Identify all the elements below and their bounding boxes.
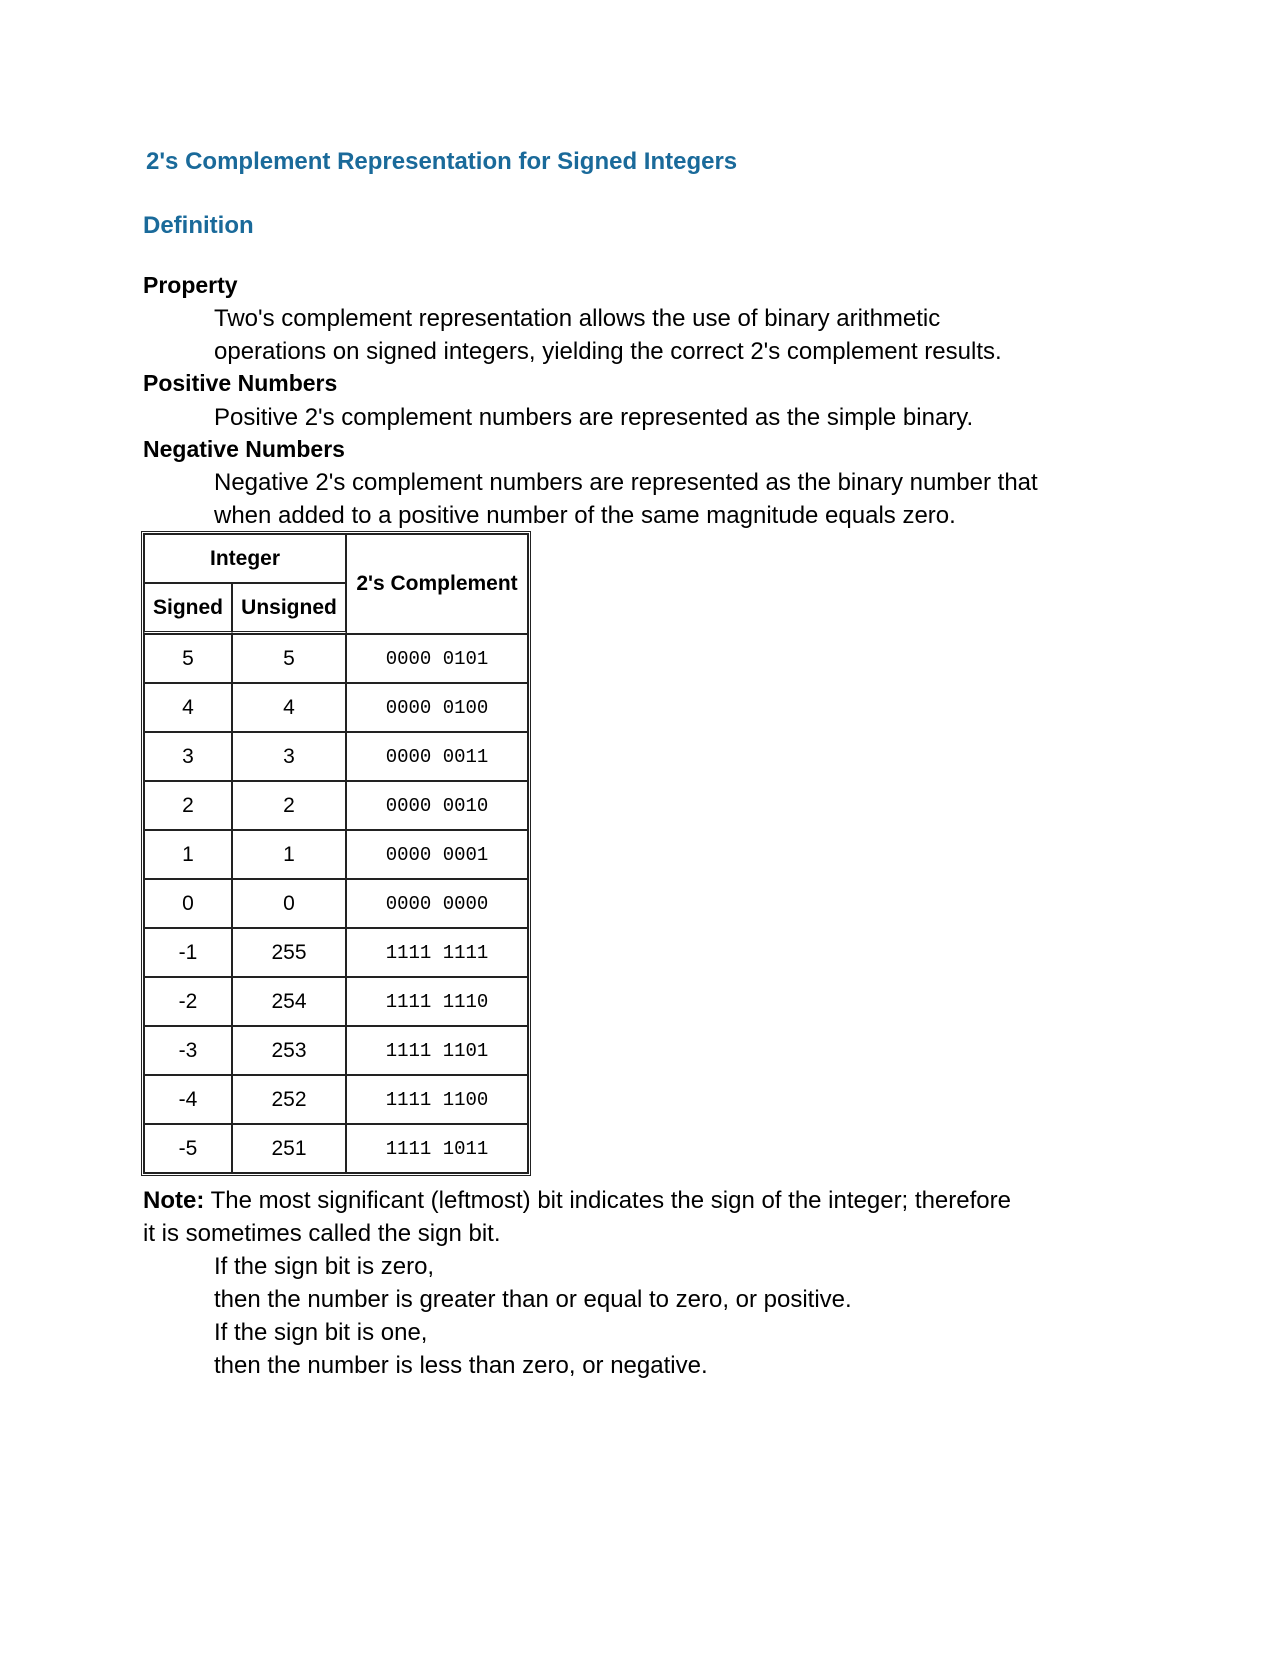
complement-cell: 0000 0010: [346, 781, 528, 830]
table-row: [144, 683, 528, 732]
term-negative: Negative Numbers: [143, 436, 345, 462]
unsigned-cell: 1: [232, 830, 346, 879]
complement-cell: 0000 0000: [346, 879, 528, 928]
complement-cell: 0000 0101: [346, 634, 528, 683]
signed-cell: -4: [144, 1075, 232, 1124]
page-title: 2's Complement Representation for Signed Integers: [146, 148, 738, 175]
unsigned-cell: 3: [232, 732, 346, 781]
header-unsigned: Unsigned: [232, 583, 346, 634]
unsigned-cell: 252: [232, 1075, 346, 1124]
table-row: [144, 830, 528, 879]
table-row: [144, 879, 528, 928]
complement-cell: 0000 0100: [346, 683, 528, 732]
definition-positive: [214, 401, 973, 434]
text-line: Negative 2's complement numbers are represented as the binary number that: [214, 469, 1038, 496]
signed-cell: 5: [144, 634, 232, 683]
complement-cell: 1111 1110: [346, 977, 528, 1026]
definition-property: [214, 302, 1002, 368]
table-row: [144, 1075, 528, 1124]
note-text: it is sometimes called the sign bit.: [143, 1220, 501, 1247]
complement-table: [141, 531, 531, 1176]
complement-cell: 0000 0011: [346, 732, 528, 781]
unsigned-cell: 0: [232, 879, 346, 928]
note-line: If the sign bit is one,: [214, 1319, 428, 1346]
table-row: [144, 928, 528, 977]
table-row: [144, 781, 528, 830]
term-property: Property: [143, 272, 238, 298]
note-text: The most significant (leftmost) bit indicates the sign of the integer; therefore: [204, 1187, 1011, 1214]
table-row: [144, 977, 528, 1026]
definition-negative: [214, 466, 1038, 532]
text-line: Positive 2's complement numbers are represented as the simple binary.: [214, 404, 974, 431]
note-label: Note:: [143, 1187, 205, 1214]
complement-cell: 1111 1011: [346, 1124, 528, 1173]
section-heading: Definition: [143, 212, 254, 239]
complement-cell: 0000 0001: [346, 830, 528, 879]
unsigned-cell: 5: [232, 634, 346, 683]
signed-cell: -1: [144, 928, 232, 977]
table-row: [144, 1124, 528, 1173]
table-row: [144, 732, 528, 781]
text-line: operations on signed integers, yielding the correct 2's complement results.: [214, 338, 1002, 365]
unsigned-cell: 255: [232, 928, 346, 977]
complement-cell: 1111 1100: [346, 1075, 528, 1124]
unsigned-cell: 254: [232, 977, 346, 1026]
term-positive: Positive Numbers: [143, 370, 338, 396]
signed-cell: 1: [144, 830, 232, 879]
table-row: [144, 1026, 528, 1075]
unsigned-cell: 253: [232, 1026, 346, 1075]
signed-cell: 4: [144, 683, 232, 732]
unsigned-cell: 4: [232, 683, 346, 732]
table-row: [144, 634, 528, 683]
signed-cell: -3: [144, 1026, 232, 1075]
header-signed: Signed: [144, 583, 232, 634]
signed-cell: 3: [144, 732, 232, 781]
unsigned-cell: 2: [232, 781, 346, 830]
unsigned-cell: 251: [232, 1124, 346, 1173]
note-line: then the number is greater than or equal to zero, or positive.: [214, 1286, 852, 1313]
complement-cell: 1111 1101: [346, 1026, 528, 1075]
note-line: If the sign bit is zero,: [214, 1253, 435, 1280]
text-line: when added to a positive number of the same magnitude equals zero.: [214, 502, 956, 529]
signed-cell: -5: [144, 1124, 232, 1173]
signed-cell: 0: [144, 879, 232, 928]
header-complement: 2's Complement: [346, 534, 528, 634]
complement-cell: 1111 1111: [346, 928, 528, 977]
note: [143, 1184, 1011, 1382]
signed-cell: -2: [144, 977, 232, 1026]
note-line: then the number is less than zero, or negative.: [214, 1352, 708, 1379]
header-integer: Integer: [144, 534, 346, 583]
signed-cell: 2: [144, 781, 232, 830]
text-line: Two's complement representation allows the use of binary arithmetic: [214, 305, 941, 332]
